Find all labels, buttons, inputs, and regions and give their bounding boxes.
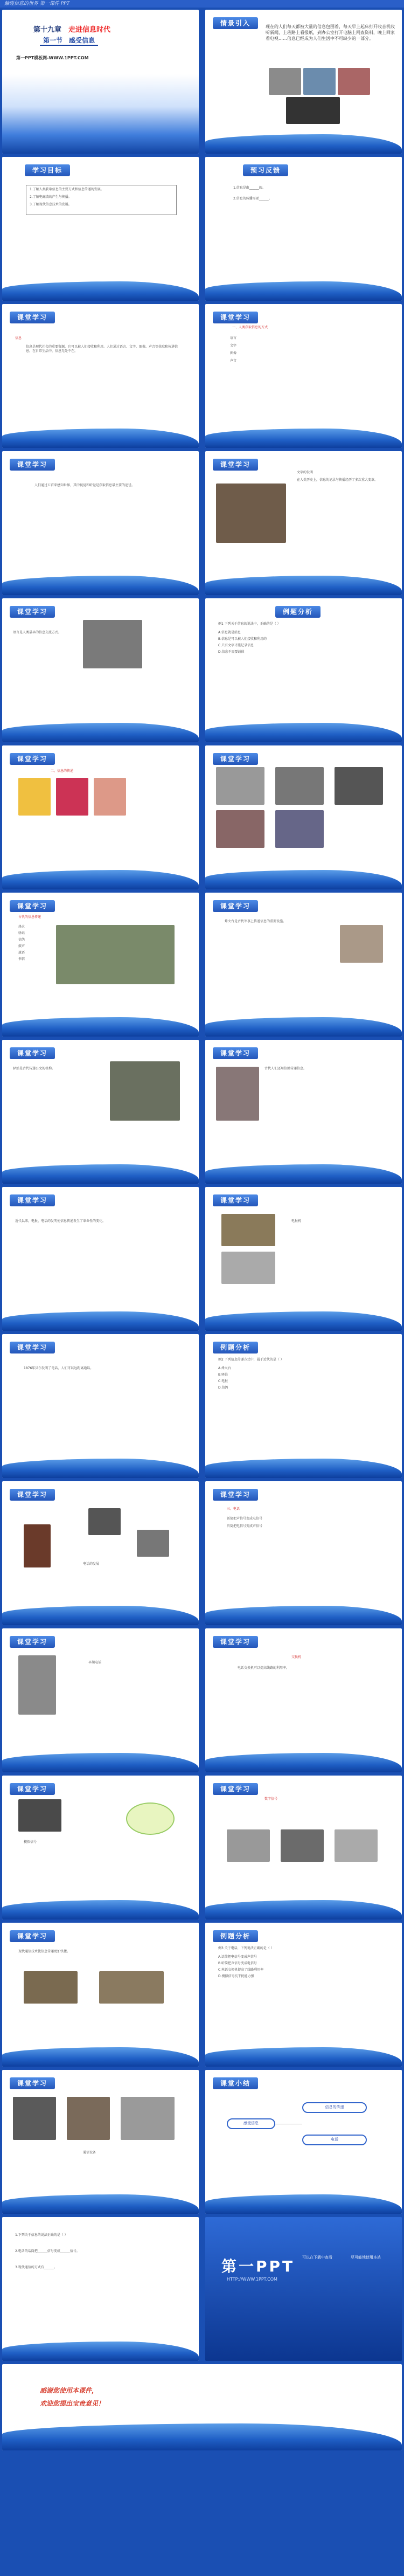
cover-wave [2, 74, 199, 154]
slide-learning[interactable]: 课堂学习 三、电话 话筒把声信号变成电信号 听筒把电信号变成声信号 [205, 1481, 402, 1625]
photo [121, 2097, 175, 2140]
photo [216, 767, 264, 805]
wave-decor [2, 1606, 199, 1625]
slide-tag: 课堂学习 [10, 1047, 55, 1059]
photo [24, 1971, 78, 2004]
photo [56, 778, 88, 816]
slide-tag: 课堂学习 [10, 1194, 55, 1206]
summary-node: 信息的传递 [302, 2102, 367, 2113]
wave-decor [205, 1459, 402, 1478]
intro-photo [269, 68, 301, 95]
slide-learning[interactable]: 课堂学习 电报机 [205, 1187, 402, 1331]
slide-learning[interactable]: 课堂学习 语言是人类最早的信息交流方式。 [2, 598, 199, 742]
slide-learning[interactable]: 课堂学习 电话的发展 [2, 1481, 199, 1625]
header-title: 触碰信息的世界 第一课件 PPT [4, 1, 70, 6]
slide-tag: 例题分析 [275, 606, 321, 618]
wave-decor [205, 1753, 402, 1772]
wave-decor [2, 281, 199, 301]
goals-box: 1.了解人类获取信息的主要方式和信息传递的发展。 2.了解电磁波的产生与传播。 3.了解现代信息技术的发展。 [26, 185, 177, 215]
slide-summary[interactable] [205, 2070, 402, 2214]
slide-intro[interactable] [205, 10, 402, 154]
slide-learning[interactable]: 课堂学习 近代以来，电报、电话的发明使信息传递发生了革命性的变化。 [2, 1187, 199, 1331]
slide-tag: 课堂学习 [10, 900, 55, 912]
wave-decor [205, 1900, 402, 1919]
wave-decor [205, 1606, 402, 1625]
slide-brand[interactable]: 第一PPT HTTP://WWW.1PPT.COM 可以在下载中查看 尽可能地使用本站 [205, 2217, 402, 2361]
photo [281, 1829, 324, 1862]
slide-preview[interactable]: 预习反馈 1.信息是由______的。 2.信息的传播需要______。 [205, 157, 402, 301]
section-title: 第一节 感受信息 [40, 36, 98, 46]
slide-learning[interactable]: 课堂学习 信息 信息是现代社会的重要资源，它可以被人们接收和利用。人们通过语言、文字、图像、声音等获取和传递信息。在日常生活中，信息无处不在。 [2, 304, 199, 448]
slide-learning[interactable]: 课堂学习 通信设备 [2, 2070, 199, 2214]
slide-tag: 课堂学习 [10, 1930, 55, 1942]
photo [110, 1061, 180, 1121]
slide-tag: 课堂学习 [213, 312, 258, 323]
slide-tag: 课堂学习 [10, 459, 55, 471]
intro-photo [338, 68, 370, 95]
photo [221, 1214, 275, 1246]
photo [335, 767, 383, 805]
slide-learning[interactable]: 课堂学习 古代的信息传递 烽火 驿站 信鸽 鼓声 旗语 书信 [2, 893, 199, 1037]
slide-end[interactable] [2, 2364, 402, 2450]
slide-tag: 课堂学习 [10, 1783, 55, 1795]
photo [335, 1829, 378, 1862]
chapter-title: 第十九章 走进信息时代 [33, 26, 111, 34]
slide-cover[interactable] [2, 10, 199, 154]
wave-decor [205, 2047, 402, 2067]
slide-learning[interactable]: 课堂学习 1876年贝尔发明了电话，人们可以远距离通话。 [2, 1334, 199, 1478]
slide-learning[interactable] [205, 745, 402, 889]
slide-learning[interactable]: 课堂学习 模拟信号 [2, 1776, 199, 1919]
slide-tag: 例题分析 [213, 1342, 258, 1353]
wave-decor [205, 1017, 402, 1037]
slide-tag: 课堂小结 [213, 2077, 258, 2089]
slide-tag: 课堂学习 [213, 1783, 258, 1795]
photo [24, 1524, 51, 1567]
slide-tag: 课堂学习 [10, 2077, 55, 2089]
wave-decor [205, 870, 402, 889]
wave-decor [2, 1753, 199, 1772]
wave-decor [2, 2423, 402, 2450]
photo [221, 1252, 275, 1284]
photo [216, 810, 264, 848]
photo [88, 1508, 121, 1535]
slide-tag: 情景引入 [213, 17, 258, 29]
wave-decor [2, 576, 199, 595]
wave-decor [2, 1900, 199, 1919]
wave-decor [205, 576, 402, 595]
slide-tag: 课堂学习 [213, 1489, 258, 1501]
slide-tag: 课堂学习 [10, 312, 55, 323]
wave-decor [205, 2194, 402, 2214]
slide-learning[interactable]: 课堂学习 一、人类获取信息的方式 语言 文字 图像 声音 [205, 304, 402, 448]
slide-tag: 课堂学习 [213, 1047, 258, 1059]
slide-learning[interactable]: 课堂学习 二、信息的传递 [2, 745, 199, 889]
slide-tag: 课堂学习 [213, 753, 258, 765]
wave-decor [2, 870, 199, 889]
wave-decor [2, 1164, 199, 1184]
summary-node: 感受信息 [227, 2118, 275, 2129]
slide-tag: 课堂学习 [10, 1342, 55, 1353]
wave-decor [205, 723, 402, 742]
slide-tag: 例题分析 [213, 1930, 258, 1942]
photo [275, 810, 324, 848]
slide-example[interactable]: 例题分析 例2 下列信息传递方式中，属于近代的是（ ） A.烽火台 B.驿站 C.电报 D.信鸽 [205, 1334, 402, 1478]
slide-tag: 课堂学习 [10, 753, 55, 765]
slide-tag: 课堂学习 [213, 1194, 258, 1206]
photo [13, 2097, 56, 2140]
photo [67, 2097, 110, 2140]
slide-learning[interactable]: 课堂学习 早期电话 [2, 1628, 199, 1772]
intro-photo [286, 97, 340, 124]
slide-tag: 课堂学习 [10, 606, 55, 618]
wave-decor [205, 281, 402, 301]
brand-logo: 第一PPT [221, 2257, 295, 2275]
end-line-1: 感谢您使用本课件， [40, 2387, 99, 2394]
wave-decor [2, 2342, 199, 2361]
photo [216, 1067, 259, 1121]
slide-tag: 学习目标 [25, 164, 70, 176]
slide-goals[interactable] [2, 157, 199, 301]
wave-decor [2, 1017, 199, 1037]
intro-text: 现在的人们每天都被大量的信息包围着，每天早上起床打开收音机收听新闻，上班路上看报纸，到办公室打开电脑上网查资料，晚上回家看电视……信息已经成为人们生活中不可缺少的一部分。 [266, 24, 395, 41]
photo [18, 1799, 61, 1832]
slide-tag: 课堂学习 [213, 900, 258, 912]
slide-learning[interactable]: 课堂学习 烽火台是古代军事上传递信息的重要设施。 [205, 893, 402, 1037]
slide-tag: 课堂学习 [213, 1636, 258, 1648]
photo [18, 1655, 56, 1715]
wave-decor [2, 1311, 199, 1331]
photo [18, 778, 51, 816]
photo [340, 925, 383, 963]
slide-learning[interactable]: 课堂学习 文字的发明 在人类历史上，信息的记录与传播经历了多次重大变革。 [205, 451, 402, 595]
wave-decor [205, 429, 402, 448]
summary-node: 电话 [302, 2135, 367, 2145]
wave-decor [2, 2047, 199, 2067]
photo [83, 620, 142, 668]
wave-decor [205, 1164, 402, 1184]
slide-learning[interactable]: 课堂学习 人们通过五官来感知世界，其中视觉和听觉是获取信息最主要的途径。 [2, 451, 199, 595]
wave-decor [205, 134, 402, 154]
photo [94, 778, 126, 816]
slide-learning[interactable]: 课堂学习 数字信号 [205, 1776, 402, 1919]
wave-decor [2, 1459, 199, 1478]
intro-photo [303, 68, 336, 95]
photo [99, 1971, 164, 2004]
slide-learning[interactable]: 课堂学习 古代人们还用信鸽传递信息。 [205, 1040, 402, 1184]
wave-decor [2, 723, 199, 742]
photo [216, 484, 286, 543]
photo [227, 1829, 270, 1862]
slide-tag: 课堂学习 [213, 459, 258, 471]
cover-url: 第一PPT模板网-WWW.1PPT.COM [16, 56, 89, 60]
slide-example[interactable]: 例题分析 例1 下列关于信息的说法中，正确的是（ ） A.信息就是消息 B.信息是可以被人们接收和利用的 C.只有文字才能记录信息 D.信息不需要载体 [205, 598, 402, 742]
slide-learning[interactable]: 课堂学习 交换机 电话交换机可以提高线路的利用率。 [205, 1628, 402, 1772]
wave-decor [2, 429, 199, 448]
slide-learning[interactable]: 课堂学习 驿站是古代传递公文的机构。 [2, 1040, 199, 1184]
end-line-2: 欢迎您提出宝贵意见！ [40, 2400, 105, 2407]
slide-tag: 课堂学习 [10, 1489, 55, 1501]
slide-tag: 预习反馈 [243, 164, 288, 176]
slide-learning[interactable]: 课堂学习 现代通信技术使信息传递更加快捷。 [2, 1923, 199, 2067]
slide-exercise[interactable]: 1.下列关于信息的说法正确的是（ ） 2.电话的话筒把______信号变成______信号。 3.现代通信的方式有______。 [2, 2217, 199, 2361]
header-bar [0, 0, 404, 8]
photo [56, 925, 175, 984]
photo [275, 767, 324, 805]
callout [126, 1802, 175, 1835]
wave-decor [205, 1311, 402, 1331]
wave-decor [2, 2194, 199, 2214]
slide-example[interactable]: 例题分析 例3 关于电话，下列说法正确的是（ ） A.话筒把电信号变成声信号 B.听筒把声信号变成电信号 C.电话交换机提高了线路利用率 D.模拟信号抗干扰能力强 [205, 1923, 402, 2067]
slide-tag: 课堂学习 [10, 1636, 55, 1648]
photo [137, 1530, 169, 1557]
brand-url: HTTP://WWW.1PPT.COM [227, 2277, 277, 2282]
